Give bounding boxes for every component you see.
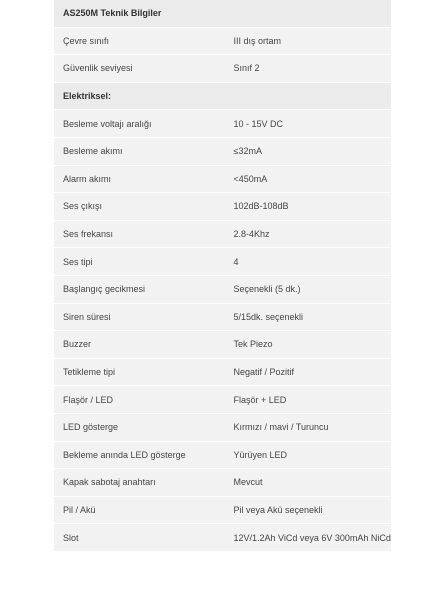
table-row xyxy=(54,27,391,55)
table-row xyxy=(54,110,391,138)
table-row xyxy=(54,303,391,331)
row-value: Negatif / Pozitif xyxy=(223,358,392,386)
row-key: Ses çıkışı xyxy=(54,193,223,221)
table-row xyxy=(54,55,391,83)
spec-table xyxy=(54,0,391,552)
row-value: <450mA xyxy=(223,165,392,193)
row-key: LED gösterge xyxy=(54,413,223,441)
row-key: Flaşör / LED xyxy=(54,386,223,414)
table-row xyxy=(54,386,391,414)
spec-table-body xyxy=(54,0,391,551)
row-key: Güvenlik seviyesi xyxy=(54,55,223,83)
row-value: 10 - 15V DC xyxy=(223,110,392,138)
row-value: ≤32mA xyxy=(223,137,392,165)
row-key: Başlangıç gecikmesi xyxy=(54,275,223,303)
row-key: Ses tipi xyxy=(54,248,223,276)
row-value: Mevcut xyxy=(223,469,392,497)
row-key: Kapak sabotaj anahtarı xyxy=(54,469,223,497)
table-row xyxy=(54,248,391,276)
table-row xyxy=(54,524,391,552)
row-key: Pil / Akü xyxy=(54,496,223,524)
row-value: Yürüyen LED xyxy=(223,441,392,469)
table-row xyxy=(54,358,391,386)
row-key: Bekleme anında LED gösterge xyxy=(54,441,223,469)
table-row xyxy=(54,165,391,193)
row-key: Slot xyxy=(54,524,223,552)
row-key: Ses frekansı xyxy=(54,220,223,248)
table-row xyxy=(54,275,391,303)
table-row xyxy=(54,331,391,359)
row-value: Pil veya Akü seçenekli xyxy=(223,496,392,524)
row-value: Kırmızı / mavi / Turuncu xyxy=(223,413,392,441)
row-value: 4 xyxy=(223,248,392,276)
section-header-row xyxy=(54,82,391,110)
row-value: Sınıf 2 xyxy=(223,55,392,83)
table-title: AS250M Teknik Bilgiler xyxy=(54,0,391,27)
table-row xyxy=(54,469,391,497)
table-row xyxy=(54,496,391,524)
table-title-row xyxy=(54,0,391,27)
row-key: Tetikleme tipi xyxy=(54,358,223,386)
row-value: Seçenekli (5 dk.) xyxy=(223,275,392,303)
row-key: Besleme voltajı aralığı xyxy=(54,110,223,138)
row-value: III dış ortam xyxy=(223,27,392,55)
row-value: Tek Piezo xyxy=(223,331,392,359)
table-row xyxy=(54,193,391,221)
table-row xyxy=(54,413,391,441)
row-key: Siren süresi xyxy=(54,303,223,331)
table-row xyxy=(54,441,391,469)
row-key: Besleme akımı xyxy=(54,137,223,165)
row-value: Flaşör + LED xyxy=(223,386,392,414)
table-row xyxy=(54,220,391,248)
row-value: 102dB-108dB xyxy=(223,193,392,221)
row-key: Çevre sınıfı xyxy=(54,27,223,55)
row-key: Buzzer xyxy=(54,331,223,359)
table-row xyxy=(54,137,391,165)
row-value: 2.8-4Khz xyxy=(223,220,392,248)
row-value: 5/15dk. seçenekli xyxy=(223,303,392,331)
section-title: Elektriksel: xyxy=(54,82,391,110)
row-key: Alarm akımı xyxy=(54,165,223,193)
row-value: 12V/1.2Ah ViCd veya 6V 300mAh NiCd xyxy=(223,524,392,552)
